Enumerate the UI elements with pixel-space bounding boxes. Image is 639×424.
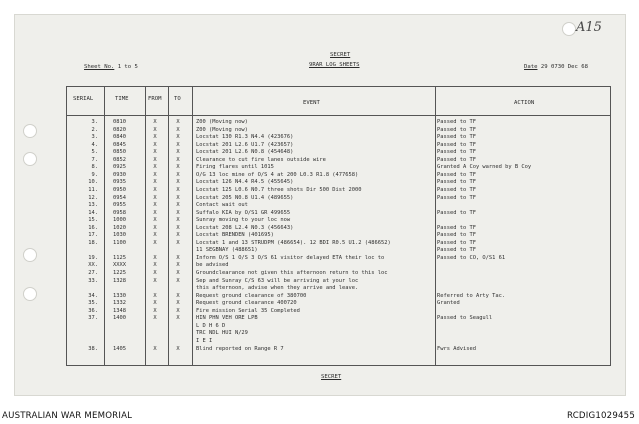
cell-to: X	[176, 171, 180, 178]
cell-event: Firing flares until 1015	[196, 164, 274, 171]
cell-to: X	[176, 126, 180, 133]
punch-hole	[562, 22, 576, 36]
cell-time: 1348	[113, 307, 126, 314]
cell-event: be advised	[196, 262, 229, 269]
cell-from: X	[153, 239, 157, 246]
cell-event: Suffalo KIA by O/S1 GR 499655	[196, 209, 291, 216]
cell-time: 0820	[113, 126, 126, 133]
cell-event: Locstat 125 L0.6 N0.7 three shots Dir 500 Dist 2000	[196, 186, 362, 193]
cell-from: X	[153, 300, 157, 307]
table-row	[66, 172, 611, 179]
cell-from: X	[153, 262, 157, 269]
cell-event: Locstat 205 N0.8 U1.4 (489655)	[196, 194, 294, 201]
punch-hole	[23, 152, 37, 166]
cell-action: Passed to TF	[437, 232, 476, 239]
cell-time: 0852	[113, 156, 126, 163]
header-serial: SERIAL	[73, 96, 94, 102]
cell-event: Request ground clearance 400720	[196, 300, 297, 307]
cell-from: X	[153, 217, 157, 224]
cell-to: X	[176, 194, 180, 201]
cell-event: Sunray moving to your loc now	[196, 217, 291, 224]
table-row	[66, 308, 611, 315]
cell-from: X	[153, 171, 157, 178]
cell-from: X	[153, 232, 157, 239]
cell-to: X	[176, 149, 180, 156]
cell-to: X	[176, 202, 180, 209]
table-row	[66, 195, 611, 202]
cell-from: X	[153, 134, 157, 141]
cell-event: I E I	[196, 337, 213, 344]
table-row	[66, 247, 611, 254]
cell-serial: 3.	[91, 119, 98, 125]
table-row	[66, 300, 611, 307]
cell-serial: 18.	[88, 239, 98, 246]
cell-to: X	[176, 345, 180, 352]
cell-event: Clearance to cut fire lanes outside wire	[196, 156, 326, 163]
sheet-number-value: 1 to 5	[117, 64, 138, 70]
cell-time: 1405	[113, 345, 126, 352]
cell-to: X	[176, 179, 180, 186]
header-event: EVENT	[303, 100, 320, 106]
header-time: TIME	[115, 96, 129, 102]
table-row	[66, 164, 611, 171]
cell-to: X	[176, 232, 180, 239]
cell-time: 0950	[113, 186, 126, 193]
classification-bottom: SECRET	[321, 374, 342, 380]
cell-action: Passed to TF	[437, 179, 476, 186]
cell-time: 1125	[113, 254, 126, 261]
cell-to: X	[176, 300, 180, 307]
table-row	[66, 278, 611, 285]
cell-event: Locstat BRENDEN (401695)	[196, 232, 274, 239]
cell-time: 0850	[113, 149, 126, 156]
table-row	[66, 134, 611, 141]
cell-from: X	[153, 164, 157, 171]
cell-from: X	[153, 254, 157, 261]
cell-time: 0810	[113, 119, 126, 125]
cell-serial: 11.	[88, 186, 98, 193]
table-row	[66, 217, 611, 224]
cell-serial: 16.	[88, 224, 98, 231]
cell-action: Passed to TF	[437, 224, 476, 231]
cell-to: X	[176, 277, 180, 284]
table-row	[66, 270, 611, 277]
cell-to: X	[176, 119, 180, 125]
cell-serial: 34.	[88, 292, 98, 299]
cell-time: 0925	[113, 164, 126, 171]
table-row	[66, 202, 611, 209]
cell-action: Granted	[437, 300, 460, 307]
sheet-date	[524, 64, 588, 71]
cell-event: Inform O/S 1 O/S 3 O/S 61 visitor delayed ETA their loc to	[196, 254, 385, 261]
sheet-number-label: Sheet No.	[84, 64, 115, 70]
classification-top: SECRET	[330, 52, 351, 58]
sheet-number	[84, 64, 138, 71]
date-label: Date	[524, 64, 538, 70]
date-value: 29 0730 Dec 68	[540, 64, 589, 70]
cell-to: X	[176, 315, 180, 322]
cell-action: Passed to TF	[437, 171, 476, 178]
document-title: 9RAR LOG SHEETS	[309, 62, 360, 68]
cell-serial: 19.	[88, 254, 98, 261]
cell-action: Passed to TF	[437, 194, 476, 201]
table-row	[66, 232, 611, 239]
cell-to: X	[176, 134, 180, 141]
cell-action: Passed to TF	[437, 209, 476, 216]
cell-serial: 38.	[88, 345, 98, 352]
cell-to: X	[176, 307, 180, 314]
cell-to: X	[176, 262, 180, 269]
cell-to: X	[176, 254, 180, 261]
table-row	[66, 142, 611, 149]
table-row	[66, 323, 611, 330]
cell-from: X	[153, 315, 157, 322]
cell-event: 11 SEGBNAY (488651)	[196, 247, 258, 254]
cell-event: Locstat 208 L2.4 N0.3 (456643)	[196, 224, 294, 231]
header-from: FROM	[148, 96, 162, 102]
cell-serial: 14.	[88, 209, 98, 216]
table-row	[66, 262, 611, 269]
table-row	[66, 119, 611, 126]
table-row	[66, 149, 611, 156]
punch-hole	[23, 248, 37, 262]
cell-from: X	[153, 270, 157, 276]
cell-to: X	[176, 292, 180, 299]
table-row	[66, 187, 611, 194]
header-divider	[66, 115, 611, 116]
cell-to: X	[176, 186, 180, 193]
cell-to: X	[176, 156, 180, 163]
cell-serial: 7.	[91, 156, 98, 163]
cell-time: 1328	[113, 277, 126, 284]
cell-from: X	[153, 156, 157, 163]
cell-event: O/G 13 loc mine of O/S 4 at 200 L0.3 R1.8 (477658)	[196, 171, 359, 178]
cell-action: Passed to TF	[437, 247, 476, 254]
header-to: TO	[174, 96, 181, 102]
cell-from: X	[153, 194, 157, 201]
cell-serial: XX.	[88, 262, 98, 269]
cell-time: 1030	[113, 232, 126, 239]
cell-from: X	[153, 209, 157, 216]
cell-to: X	[176, 217, 180, 224]
cell-serial: 12.	[88, 194, 98, 201]
cell-serial: 9.	[91, 171, 98, 178]
handwritten-reference: A15	[576, 20, 602, 35]
cell-action: Passed to TF	[437, 141, 476, 148]
table-row	[66, 338, 611, 345]
cell-serial: 37.	[88, 315, 98, 322]
cell-from: X	[153, 202, 157, 209]
table-row	[66, 179, 611, 186]
cell-to: X	[176, 270, 180, 276]
cell-action: Passed to TF	[437, 186, 476, 193]
cell-event: Z00 (Moving now)	[196, 126, 248, 133]
cell-serial: 35.	[88, 300, 98, 307]
footer-record-id: RCDIG1029455	[566, 411, 635, 421]
cell-serial: 17.	[88, 232, 98, 239]
header-action: ACTION	[514, 100, 535, 106]
cell-event: Request ground clearance of 380700	[196, 292, 307, 299]
cell-event: Locstat 201 L2.6 U1.7 (423657)	[196, 141, 294, 148]
cell-time: 1020	[113, 224, 126, 231]
table-row	[66, 285, 611, 292]
cell-serial: 5.	[91, 149, 98, 156]
cell-from: X	[153, 292, 157, 299]
cell-to: X	[176, 224, 180, 231]
cell-action: Passed to Seagull	[437, 315, 493, 322]
table-row	[66, 315, 611, 322]
cell-from: X	[153, 149, 157, 156]
cell-time: 1000	[113, 217, 126, 224]
cell-from: X	[153, 307, 157, 314]
table-row	[66, 293, 611, 300]
cell-time: 0840	[113, 134, 126, 141]
cell-time: 1332	[113, 300, 126, 307]
cell-from: X	[153, 126, 157, 133]
table-row	[66, 210, 611, 217]
cell-time: 0845	[113, 141, 126, 148]
cell-event: Sep and Sunray C/S 63 will be arriving at your loc	[196, 277, 359, 284]
cell-event: Fire mission Serial 35 Completed	[196, 307, 300, 314]
cell-from: X	[153, 345, 157, 352]
cell-event: L D H 6 D	[196, 322, 226, 329]
cell-time: XXXX	[113, 262, 126, 269]
cell-event: Contact wait out	[196, 202, 248, 209]
cell-serial: 36.	[88, 307, 98, 314]
footer-institution: AUSTRALIAN WAR MEMORIAL	[2, 411, 133, 421]
cell-serial: 15.	[88, 217, 98, 224]
cell-event: Locstat 201 L2.6 N0.8 (454648)	[196, 149, 294, 156]
cell-time: 1225	[113, 270, 126, 276]
cell-action: Passed to TF	[437, 156, 476, 163]
cell-action: Passed to TF	[437, 119, 476, 125]
cell-event: Locstat 126 N4.4 R4.5 (455645)	[196, 179, 294, 186]
cell-event: Z00 (Moving now)	[196, 119, 248, 125]
table-row	[66, 255, 611, 262]
cell-event: Groundclearance not given this afternoon return to this loc	[196, 270, 388, 276]
cell-serial: 27.	[88, 270, 98, 276]
cell-serial: 2.	[91, 126, 98, 133]
cell-time: 1400	[113, 315, 126, 322]
cell-action: Granted A Coy warned by B Coy	[437, 164, 532, 171]
cell-action: Passed to TF	[437, 134, 476, 141]
cell-serial: 4.	[91, 141, 98, 148]
cell-to: X	[176, 164, 180, 171]
cell-action: Passed to TF	[437, 239, 476, 246]
table-row	[66, 240, 611, 247]
cell-event: this afternoon, advise when they arrive and leave.	[196, 285, 359, 292]
cell-time: 0935	[113, 179, 126, 186]
cell-event: Locstat 1 and 13 STRUDPM (486654). 12 BDI R0.5 U1.2 (486652)	[196, 239, 391, 246]
cell-event: Blind reported on Range R 7	[196, 345, 284, 352]
cell-from: X	[153, 186, 157, 193]
cell-serial: 33.	[88, 277, 98, 284]
cell-from: X	[153, 141, 157, 148]
punch-hole	[23, 287, 37, 301]
table-row	[66, 225, 611, 232]
cell-time: 1100	[113, 239, 126, 246]
cell-serial: 10.	[88, 179, 98, 186]
cell-to: X	[176, 141, 180, 148]
punch-hole	[23, 124, 37, 138]
cell-action: Passed to TF	[437, 126, 476, 133]
cell-from: X	[153, 277, 157, 284]
cell-to: X	[176, 209, 180, 216]
cell-from: X	[153, 119, 157, 125]
cell-from: X	[153, 179, 157, 186]
cell-event: TRC NDL HUI N/29	[196, 330, 248, 337]
cell-time: 0954	[113, 194, 126, 201]
cell-serial: 13.	[88, 202, 98, 209]
cell-serial: 3.	[91, 134, 98, 141]
table-row	[66, 330, 611, 337]
cell-action: Fwrs Advised	[437, 345, 476, 352]
table-row	[66, 346, 611, 353]
cell-time: 0958	[113, 209, 126, 216]
cell-time: 1330	[113, 292, 126, 299]
table-row	[66, 157, 611, 164]
cell-serial: 8.	[91, 164, 98, 171]
cell-action: Passed to CO, O/S1 61	[437, 254, 506, 261]
cell-to: X	[176, 239, 180, 246]
cell-action: Referred to Arty Tac.	[437, 292, 506, 299]
cell-from: X	[153, 224, 157, 231]
table-row	[66, 127, 611, 134]
cell-time: 0955	[113, 202, 126, 209]
cell-action: Passed to TF	[437, 149, 476, 156]
cell-event: HIN PHN VEH ORE LPB	[196, 315, 258, 322]
cell-time: 0930	[113, 171, 126, 178]
cell-event: Locstat 130 R1.3 N4.4 (423676)	[196, 134, 294, 141]
